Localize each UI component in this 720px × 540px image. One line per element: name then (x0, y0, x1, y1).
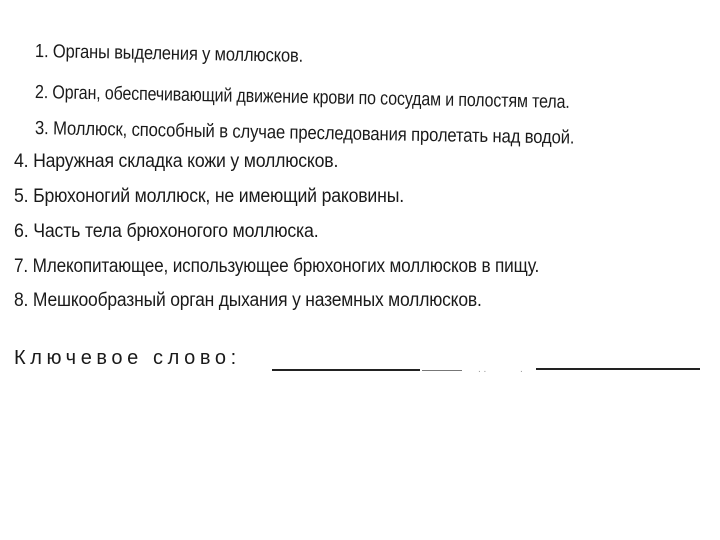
question-7: 7. Млекопитающее, использующее брюхоногих моллюсков в пищу. (14, 256, 540, 277)
question-1: 1. Органы выделения у моллюсков. (34, 41, 304, 67)
keyword-answer-line-faint (422, 370, 462, 371)
question-8: 8. Мешкообразный орган дыхания у наземных моллюсков. (14, 290, 482, 311)
question-6: 6. Часть тела брюхоногого моллюска. (14, 221, 319, 242)
question-3: 3. Моллюск, способный в случае преследования пролетать над водой. (34, 118, 575, 149)
keyword-label: Ключевое слово: (14, 347, 241, 369)
scan-artifact: . . (478, 364, 487, 375)
keyword-answer-line (272, 369, 420, 371)
keyword-answer-line-right (536, 368, 700, 370)
question-4: 4. Наружная складка кожи у моллюсков. (14, 151, 339, 172)
question-2: 2. Орган, обеспечивающий движение крови по сосудам и полостям тела. (34, 82, 570, 113)
question-5: 5. Брюхоногий моллюск, не имеющий раковины. (14, 186, 404, 207)
scan-artifact: . (520, 364, 523, 375)
